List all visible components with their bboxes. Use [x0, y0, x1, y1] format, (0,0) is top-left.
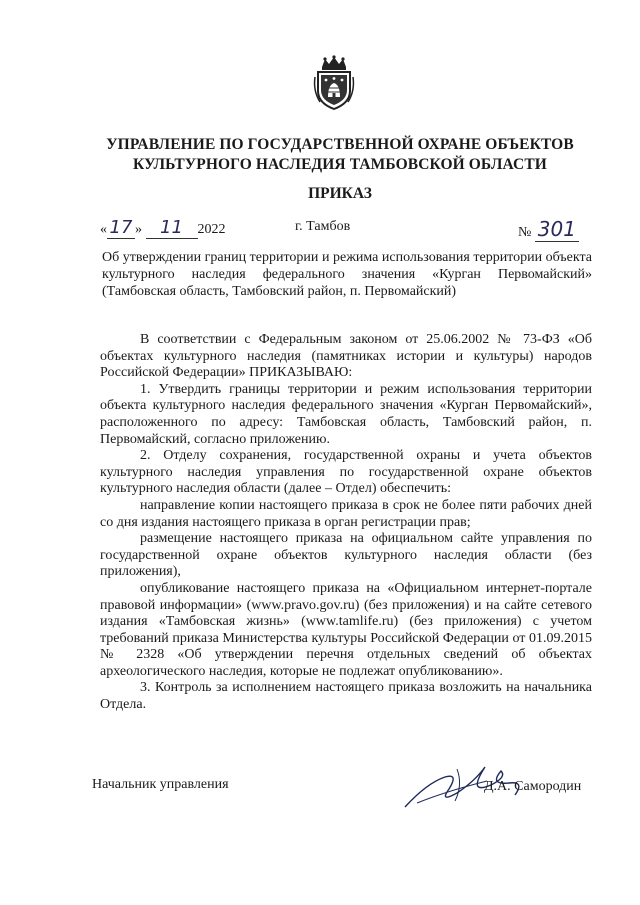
- agency-name-line-2: КУЛЬТУРНОГО НАСЛЕДИЯ ТАМБОВСКОЙ ОБЛАСТИ: [133, 156, 547, 173]
- agency-name: [60, 135, 620, 175]
- date-quote-open: «: [100, 222, 107, 237]
- body-paragraph-subitem-1: направление копии настоящего приказа в срок не более пяти рабочих дней со дня издания настоящего приказа в орган регистрации прав;: [100, 497, 592, 530]
- agency-name-line-1: УПРАВЛЕНИЕ ПО ГОСУДАРСТВЕННОЙ ОХРАНЕ ОБЪЕКТОВ: [106, 136, 574, 153]
- signatory-position: Начальник управления: [92, 777, 229, 792]
- body-paragraph-item-2: 2. Отделу сохранения, государственной охраны и учета объектов культурного наследия управления по государственной охране объектов культурного наследия области (далее – Отдел) обеспечить:: [100, 448, 592, 497]
- body-paragraph-subitem-2: размещение настоящего приказа на официальном сайте управления по государственной охране объектов культурного наследия области (без приложения),: [100, 531, 592, 580]
- date-year: 2022: [197, 222, 226, 237]
- coat-of-arms-icon: [312, 55, 356, 111]
- number-value: 301: [535, 217, 579, 242]
- document-type: ПРИКАЗ: [308, 185, 372, 202]
- body-paragraph-item-3: 3. Контроль за исполнением настоящего приказа возложить на начальника Отдела.: [100, 680, 592, 713]
- document-meta: [100, 215, 590, 239]
- document-subject: Об утверждении границ территории и режима использования территории объекта культурного наследия федерального значения «Курган Первомайский» (Тамбовская область, Тамбовский район, п. Первомайский): [102, 250, 592, 299]
- body-paragraph-subitem-3: опубликование настоящего приказа на «Официальном интернет-портале правовой информации» (www.pravo.gov.ru) (без приложения) и на сайте сетевого издания «Тамбовская жизнь» (www.tamlife.ru) (без приложения) с учетом требований приказа Министерства культуры Российской Федерации от 01.09.2015 № 2328 «Об утверждении перечня отдельных сведений об объектах археологического наследия, которые не подлежат опубликованию».: [100, 580, 592, 679]
- number-prefix: №: [518, 225, 532, 240]
- signatory-name: Д.А. Самородин: [484, 779, 582, 794]
- body-paragraph-preamble: В соответствии с Федеральным законом от 25.06.2002 № 73-ФЗ «Об объектах культурного наследия (памятниках истории и культуры) народов Российской Федерации» ПРИКАЗЫВАЮ:: [100, 332, 592, 381]
- document-body: [100, 332, 592, 714]
- date-month: 11: [146, 217, 198, 239]
- signature-block: [92, 775, 592, 835]
- date-day: 17: [107, 217, 135, 239]
- document-number: [518, 217, 579, 242]
- document-city: г. Тамбов: [295, 219, 351, 234]
- date-quote-close: »: [135, 222, 142, 237]
- body-paragraph-item-1: 1. Утвердить границы территории и режим использования территории объекта культурного наследия федерального значения «Курган Первомайский», расположенного по адресу: Тамбовская область, Тамбовский район, п. Первомайский, согласно приложению.: [100, 381, 592, 447]
- document-date: [100, 217, 226, 239]
